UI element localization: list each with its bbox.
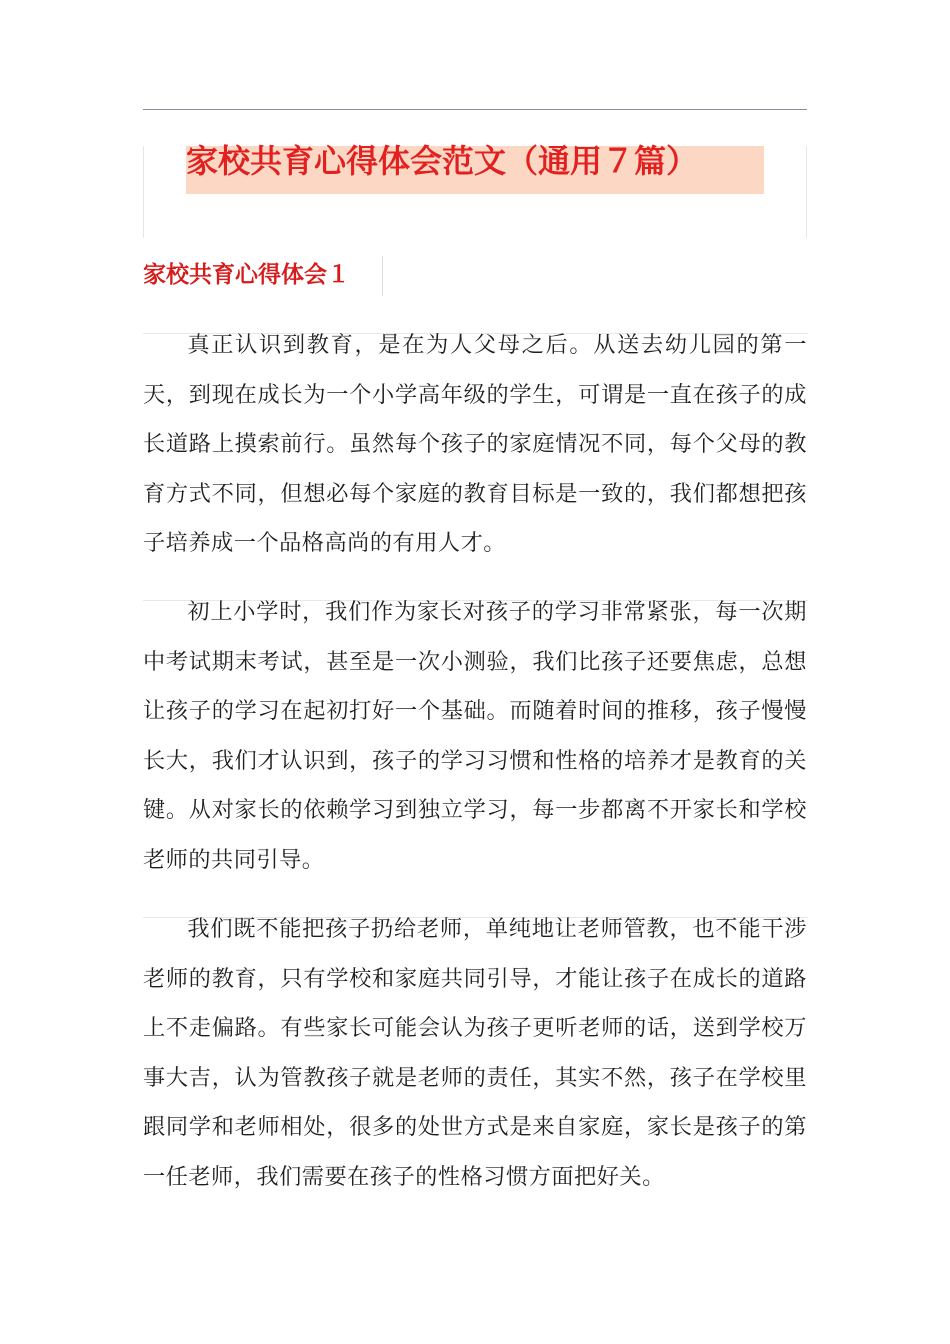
heading-rule bbox=[382, 256, 383, 296]
section-heading: 家校共育心得体会１ bbox=[143, 261, 350, 288]
page-title: 家校共育心得体会范文（通用７篇） bbox=[186, 142, 699, 180]
body-paragraph-3: 我们既不能把孩子扔给老师，单纯地让老师管教，也不能干涉老师的教育，只有学校和家庭共同引导，才能让孩子在成长的道路上不走偏路。有些家长可能会认为孩子更听老师的话，送到学校万事大吉，认为管教孩子就是老师的责任，其实不然，孩子在学校里跟同学和老师相处，很多的处世方式是来自家庭，家长是孩子的第一任老师，我们需要在孩子的性格习惯方面把好关。 bbox=[143, 916, 807, 1190]
body-paragraph-2: 初上小学时，我们作为家长对孩子的学习非常紧张，每一次期中考试期末考试，甚至是一次小测验，我们比孩子还要焦虑，总想让孩子的学习在起初打好一个基础。而随着时间的推移，孩子慢慢长大，我们才认识到，孩子的学习习惯和性格的培养才是教育的关键。从对家长的依赖学习到独立学习，每一步都离不开家长和学校老师的共同引导。 bbox=[143, 599, 807, 873]
title-frame-right bbox=[806, 146, 807, 238]
header-rule bbox=[143, 109, 807, 110]
body-paragraph-1: 真正认识到教育，是在为人父母之后。从送去幼儿园的第一天，到现在成长为一个小学高年级的学生，可谓是一直在孩子的成长道路上摸索前行。虽然每个孩子的家庭情况不同，每个父母的教育方式不同，但想必每个家庭的教育目标是一致的，我们都想把孩子培养成一个品格高尚的有用人才。 bbox=[143, 332, 807, 557]
title-frame-left bbox=[143, 146, 144, 238]
